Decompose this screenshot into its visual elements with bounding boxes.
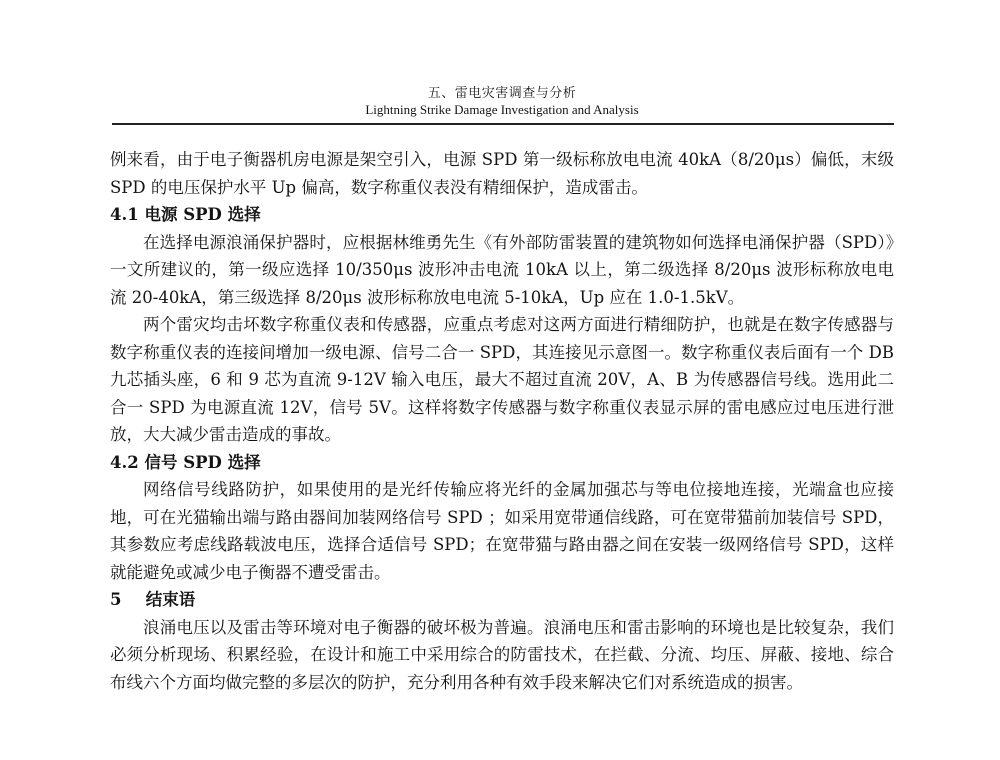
header-title-en: Lightning Strike Damage Investigation and Analysis bbox=[365, 102, 639, 117]
body-text bbox=[110, 146, 894, 696]
paragraph: 网络信号线路防护，如果使用的是光纤传输应将光纤的金属加强芯与等电位接地连接，光端盒也应接地，可在光猫输出端与路由器间加装网络信号 SPD ；如采用宽带通信线路，可在宽带猫前加装信号 SPD，其参数应考虑线路载波电压，选择合适信号 SPD；在宽带猫与路由器之间在安装一级网络信号 SPD，这样就能避免或减少电子衡器不遭受雷击。 bbox=[110, 480, 894, 582]
running-header bbox=[112, 85, 892, 118]
header-title-cn: 五、雷电灾害调查与分析 bbox=[427, 86, 577, 101]
header-rule bbox=[112, 123, 894, 125]
section-number: 4.2 bbox=[110, 452, 139, 472]
section-title: 结束语 bbox=[145, 590, 196, 609]
section-title: 电源 SPD 选择 bbox=[144, 205, 261, 224]
section-heading-5 bbox=[110, 586, 894, 614]
section-heading-4-1 bbox=[110, 201, 894, 229]
section-heading-4-2 bbox=[110, 449, 894, 477]
section-title: 信号 SPD 选择 bbox=[144, 452, 261, 472]
paragraph: 在选择电源浪涌保护器时，应根据林维勇先生《有外部防雷装置的建筑物如何选择电涌保护器（SPD）》一文所建议的，第一级应选择 10/350μs 波形冲击电流 10kA 以上，第二级选择 8/20μs 波形标称放电电流 20-40kA，第三级选择 8/20μs 波形标称放电电流 5-10kA，Up 应在 1.0-1.5kV。 bbox=[110, 232, 894, 307]
paragraph: 浪涌电压以及雷击等环境对电子衡器的破坏极为普遍。浪涌电压和雷击影响的环境也是比较复杂，我们必须分析现场、积累经验，在设计和施工中采用综合的防雷技术，在拦截、分流、均压、屏蔽、接地、综合布线六个方面均做完整的多层次的防护，充分利用各种有效手段来解决它们对系统造成的损害。 bbox=[110, 617, 894, 692]
intro-paragraph: 例来看，由于电子衡器机房电源是架空引入，电源 SPD 第一级标称放电电流 40kA（8/20μs）偏低，末级 SPD 的电压保护水平 Up 偏高，数字称重仪表没有精细保护，造成雷击。 bbox=[110, 150, 894, 197]
section-number: 5 bbox=[110, 590, 122, 609]
section-number: 4.1 bbox=[110, 205, 139, 224]
paragraph: 两个雷灾均击坏数字称重仪表和传感器，应重点考虑对这两方面进行精细防护，也就是在数字传感器与数字称重仪表的连接间增加一级电源、信号二合一 SPD，其连接见示意图一。数字称重仪表后面有一个 DB 九芯插头座，6 和 9 芯为直流 9-12V 输入电压，最大不超过直流 20V，A、B 为传感器信号线。选用此二合一 SPD 为电源直流 12V，信号 5V。这样将数字传感器与数字称重仪表显示屏的雷电感应过电压进行泄放，大大减少雷击造成的事故。 bbox=[110, 315, 894, 444]
